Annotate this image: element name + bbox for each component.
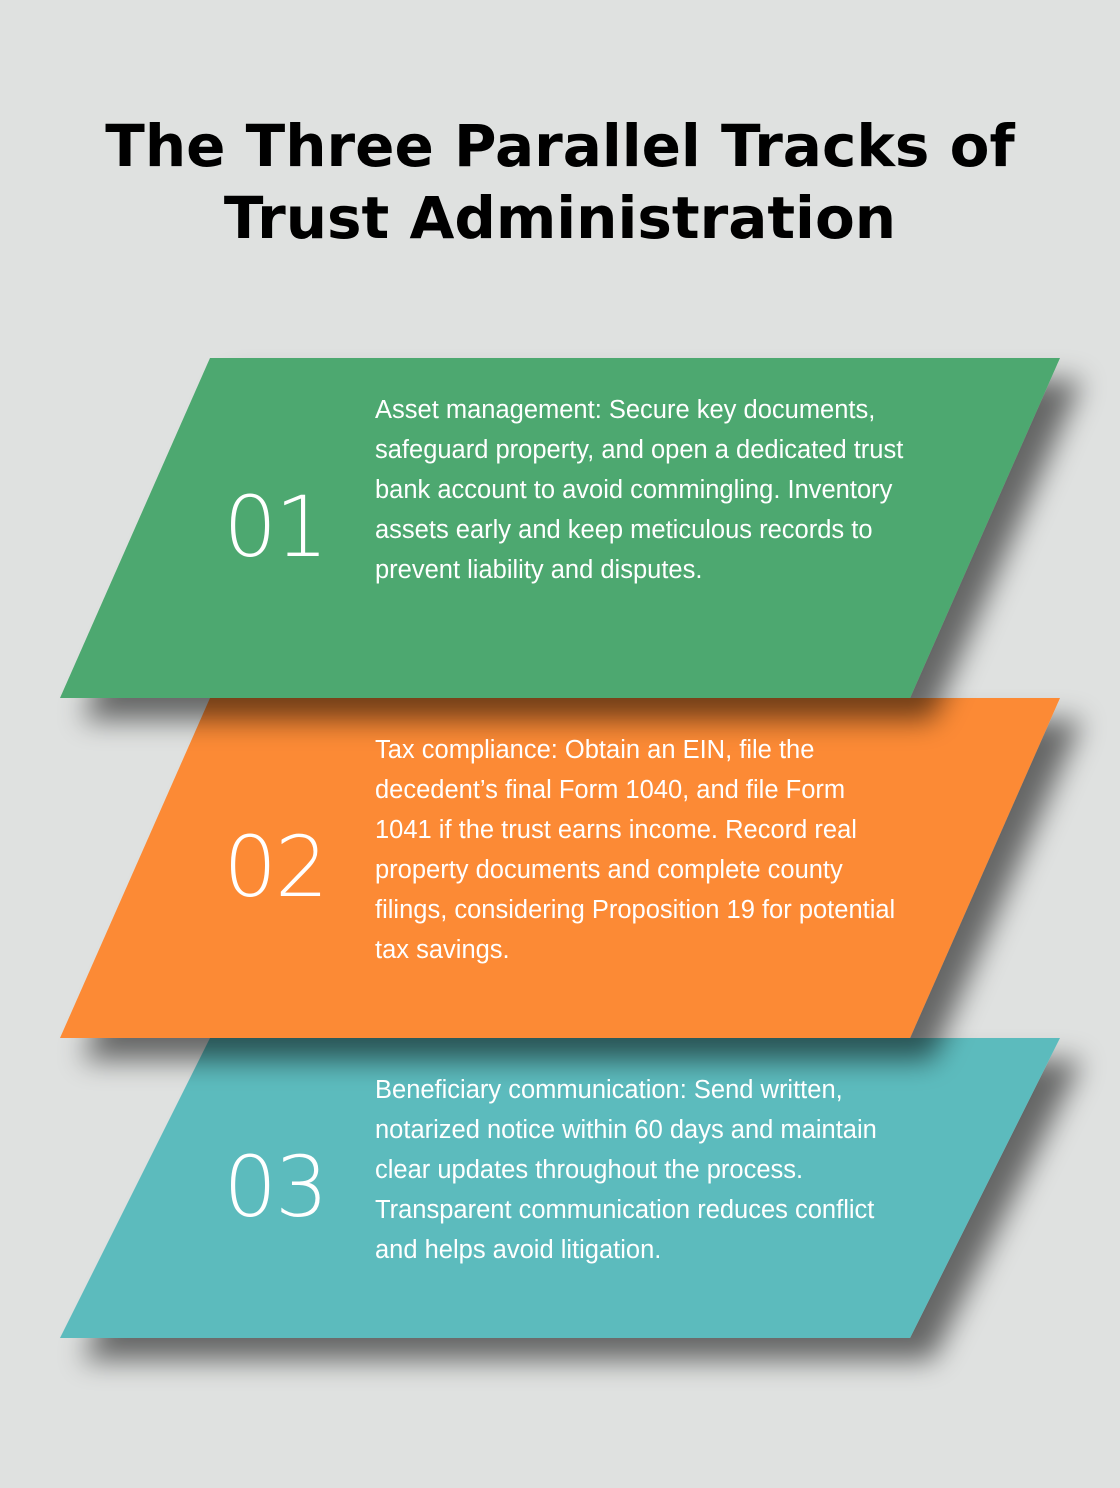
title-line-2: Trust Administration — [223, 184, 897, 252]
step-2-text: Tax compliance: Obtain an EIN, file the decedent’s final Form 1040, and file Form 1041 if the trust earns income. Record real property documents and complete county filings, considering Proposition 19 for potential tax savings. — [375, 736, 896, 964]
step-3-text: Beneficiary communication: Send written, notarized notice within 60 days and maintain clear updates throughout the process. Transparent communication reduces conflict and helps avoid litigation. — [375, 1076, 877, 1264]
step-2-number: 02 — [223, 818, 327, 916]
step-3-number: 03 — [223, 1138, 327, 1236]
step-1-number: 01 — [223, 478, 327, 576]
title-line-1: The Three Parallel Tracks of — [105, 112, 1015, 180]
step-1-text: Asset management: Secure key documents, safeguard property, and open a dedicated trust bank account to avoid commingling. Inventory assets early and keep meticulous records to prevent liability and disputes. — [375, 396, 904, 584]
